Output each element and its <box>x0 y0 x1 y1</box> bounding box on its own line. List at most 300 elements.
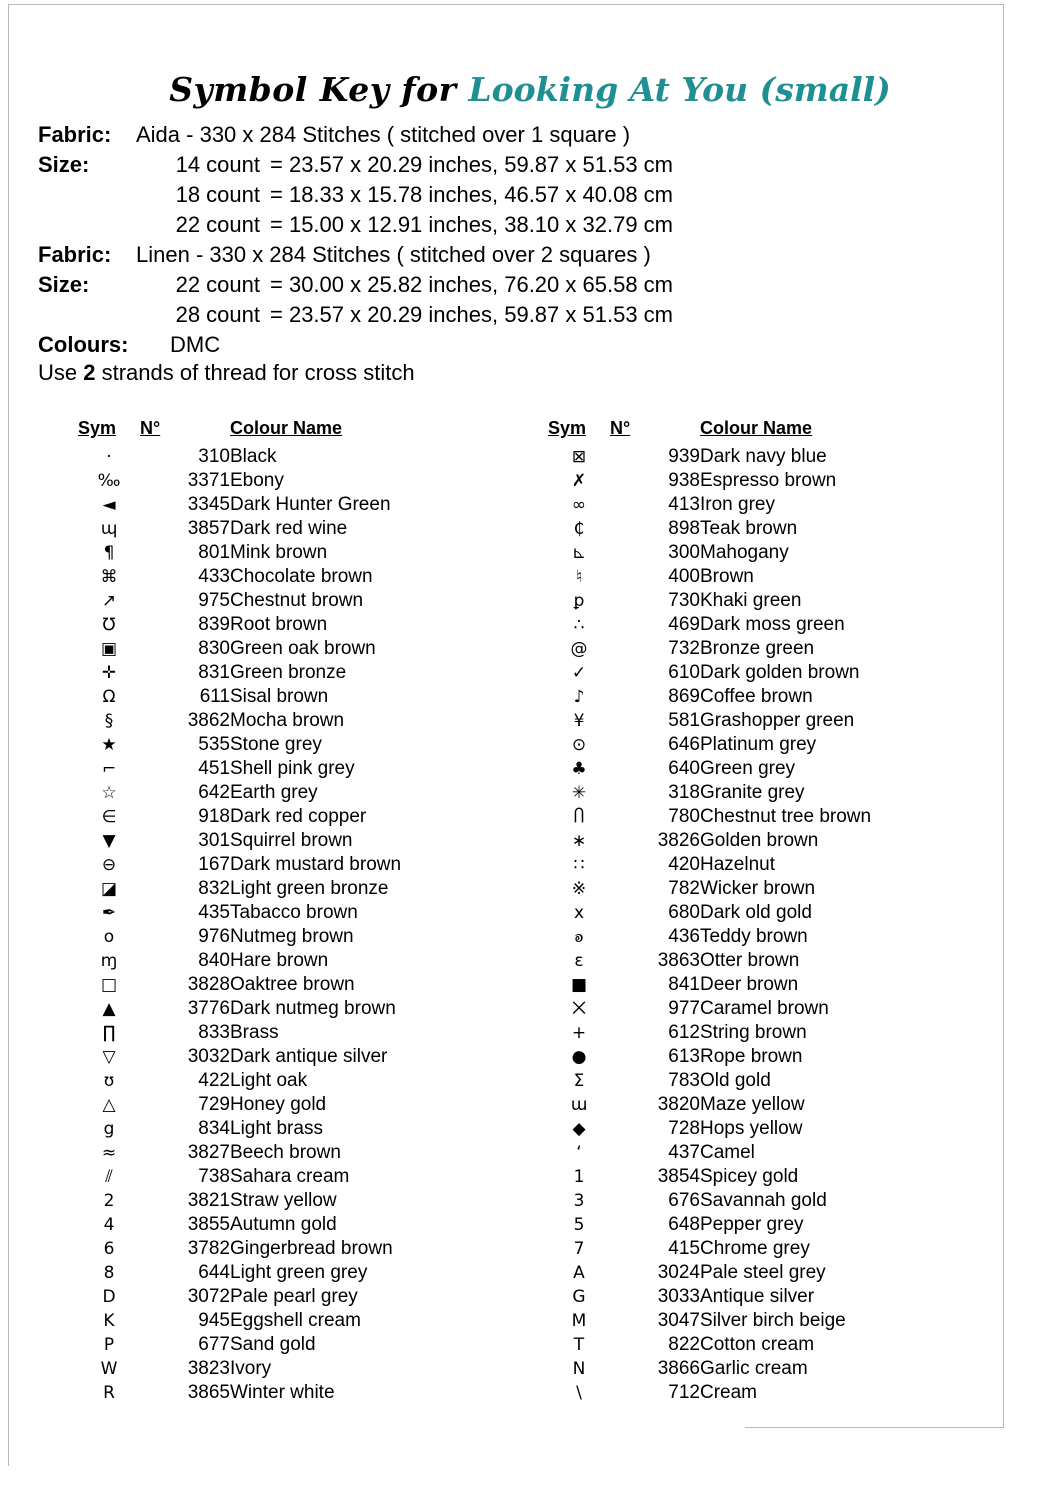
cell-symbol: ⌘ <box>100 567 118 587</box>
table-row <box>548 853 871 877</box>
cell-symbol: ∈ <box>101 807 117 827</box>
table-row <box>78 1333 401 1357</box>
table-row <box>78 541 401 565</box>
cell-dmc-number: 422 <box>198 1070 230 1091</box>
table-row <box>78 1357 401 1381</box>
cell-colour-name: Dark nutmeg brown <box>230 998 396 1019</box>
table-row <box>548 901 871 925</box>
cell-dmc-number: 581 <box>668 710 700 731</box>
table-row <box>548 1165 871 1189</box>
cell-colour-name: Brass <box>230 1022 279 1043</box>
cell-dmc-number: 822 <box>668 1334 700 1355</box>
cell-dmc-number: 831 <box>198 662 230 683</box>
cell-dmc-number: 3865 <box>187 1382 230 1403</box>
cell-colour-name: Mocha brown <box>230 710 345 731</box>
cell-dmc-number: 610 <box>668 662 700 683</box>
table-header-row <box>548 418 871 445</box>
table-row <box>78 925 401 949</box>
table-header-row <box>78 418 401 445</box>
cell-symbol: \ <box>576 1383 582 1403</box>
cell-symbol: ※ <box>571 879 587 899</box>
cell-symbol: ▼ <box>102 831 116 851</box>
cell-colour-name: Dark antique silver <box>230 1046 388 1067</box>
table-row <box>548 805 871 829</box>
table-row <box>548 829 871 853</box>
table-row <box>548 877 871 901</box>
table-row <box>78 1261 401 1285</box>
cell-dmc-number: 975 <box>198 590 230 611</box>
cell-dmc-number: 3827 <box>187 1142 230 1163</box>
colours-value: DMC <box>170 332 221 357</box>
table-row <box>548 733 871 757</box>
cell-dmc-number: 783 <box>668 1070 700 1091</box>
size-aida-row-1 <box>38 150 998 180</box>
table-row <box>548 1333 871 1357</box>
cell-dmc-number: 730 <box>668 590 700 611</box>
fabric-linen-label: Fabric: <box>38 242 112 267</box>
table-row <box>78 1069 401 1093</box>
header-sym-left: Sym <box>78 418 117 438</box>
cell-dmc-number: 939 <box>668 446 700 467</box>
cell-colour-name: Dark old gold <box>700 902 812 923</box>
size-linen-row-1 <box>38 270 998 300</box>
cell-symbol: ◄ <box>102 495 116 515</box>
cell-symbol: 5 <box>573 1215 585 1235</box>
size-linen-count-1: 22 count <box>175 272 260 297</box>
cell-symbol: 1 <box>573 1167 585 1187</box>
cell-symbol: 3 <box>573 1191 585 1211</box>
header-num-left: N° <box>140 418 161 438</box>
table-row <box>78 1165 401 1189</box>
cell-colour-name: Rope brown <box>700 1046 803 1067</box>
cell-dmc-number: 3345 <box>187 494 230 515</box>
cell-dmc-number: 732 <box>668 638 700 659</box>
cell-colour-name: Stone grey <box>230 734 322 755</box>
cell-dmc-number: 3821 <box>187 1190 230 1211</box>
cell-colour-name: Brown <box>700 566 754 587</box>
cell-symbol: ∞ <box>571 495 587 515</box>
table-row <box>548 1045 871 1069</box>
cell-dmc-number: 839 <box>198 614 230 635</box>
cell-colour-name: Chestnut brown <box>230 590 364 611</box>
cell-colour-name: String brown <box>700 1022 807 1043</box>
table-row <box>548 949 871 973</box>
cell-colour-name: Beech brown <box>230 1142 341 1163</box>
cell-symbol: ¶ <box>103 543 115 563</box>
table-row <box>548 1213 871 1237</box>
table-row <box>548 709 871 733</box>
size-aida-value-1: = 23.57 x 20.29 inches, 59.87 x 51.53 cm <box>270 152 673 177</box>
page-border-right <box>1003 4 1004 1428</box>
cell-symbol: △ <box>102 1095 116 1115</box>
page-border-bottom <box>745 1427 1004 1428</box>
cell-symbol: ◆ <box>572 1119 586 1139</box>
cell-symbol: ⊠ <box>571 447 587 467</box>
cell-symbol: ↗ <box>101 591 117 611</box>
cell-colour-name: Squirrel brown <box>230 830 353 851</box>
symbol-column-left <box>78 418 548 1405</box>
table-body-right <box>548 445 871 1405</box>
cell-symbol: Ⴖ <box>573 807 585 827</box>
cell-dmc-number: 3863 <box>657 950 700 971</box>
cell-symbol: ⫽ <box>105 1167 113 1187</box>
cell-colour-name: Autumn gold <box>230 1214 337 1235</box>
table-row <box>548 637 871 661</box>
table-row <box>78 1213 401 1237</box>
cell-dmc-number: 400 <box>668 566 700 587</box>
cell-colour-name: Pale steel grey <box>700 1262 826 1283</box>
cell-symbol: ⌐ <box>101 759 117 779</box>
cell-colour-name: Green grey <box>700 758 796 779</box>
title-design-name: Looking At You (small) <box>468 70 891 109</box>
table-row <box>78 1021 401 1045</box>
cell-colour-name: Light green grey <box>230 1262 368 1283</box>
cell-symbol: ▣ <box>100 639 118 659</box>
cell-symbol: х <box>573 903 585 923</box>
cell-symbol: ₵ <box>573 519 585 539</box>
cell-dmc-number: 728 <box>668 1118 700 1139</box>
cell-dmc-number: 3072 <box>187 1286 230 1307</box>
fabric-info-block <box>38 120 998 360</box>
cell-colour-name: Straw yellow <box>230 1190 337 1211</box>
table-row <box>548 661 871 685</box>
cell-colour-name: Chocolate brown <box>230 566 373 587</box>
cell-colour-name: Camel <box>700 1142 755 1163</box>
table-row <box>548 493 871 517</box>
cell-dmc-number: 3033 <box>657 1286 700 1307</box>
cell-symbol: Ω <box>102 687 116 707</box>
table-row <box>78 757 401 781</box>
cell-colour-name: Golden brown <box>700 830 819 851</box>
cell-symbol: ʊ <box>103 1071 115 1091</box>
cell-symbol: ɰ <box>100 519 118 539</box>
cell-colour-name: Chrome grey <box>700 1238 810 1259</box>
cell-colour-name: Sand gold <box>230 1334 316 1355</box>
cell-symbol: G <box>572 1287 586 1307</box>
table-row <box>78 517 401 541</box>
table-row <box>78 877 401 901</box>
cell-dmc-number: 167 <box>198 854 230 875</box>
table-row <box>78 565 401 589</box>
cell-colour-name: Cotton cream <box>700 1334 815 1355</box>
cell-symbol: ■ <box>570 975 588 995</box>
cell-symbol: ⊖ <box>101 855 117 875</box>
cell-symbol: ¥ <box>573 711 585 731</box>
cell-symbol: ℧ <box>102 615 116 635</box>
cell-symbol: o <box>103 927 115 947</box>
cell-colour-name: Shell pink grey <box>230 758 355 779</box>
cell-dmc-number: 3854 <box>657 1166 700 1187</box>
cell-dmc-number: 833 <box>198 1022 230 1043</box>
title-prefix: Symbol Key for <box>169 70 457 109</box>
table-row <box>78 1093 401 1117</box>
cell-dmc-number: 945 <box>198 1310 230 1331</box>
cell-symbol: ✒ <box>101 903 117 923</box>
table-body-left <box>78 445 401 1405</box>
table-row <box>548 1381 871 1405</box>
table-row <box>548 1069 871 1093</box>
cell-symbol: + <box>571 1023 587 1043</box>
cell-colour-name: Eggshell cream <box>230 1310 361 1331</box>
cell-dmc-number: 451 <box>198 758 230 779</box>
cell-colour-name: Hazelnut <box>700 854 775 875</box>
table-row <box>78 1045 401 1069</box>
table-row <box>78 1117 401 1141</box>
cell-colour-name: Dark moss green <box>700 614 845 635</box>
cell-symbol: ꝑ <box>573 591 585 611</box>
cell-symbol: T <box>573 1335 585 1355</box>
cell-colour-name: Hare brown <box>230 950 329 971</box>
cell-symbol: ⊾ <box>571 543 587 563</box>
cell-colour-name: Caramel brown <box>700 998 829 1019</box>
cell-symbol: ∏ <box>102 1023 116 1043</box>
cell-colour-name: Old gold <box>700 1070 771 1091</box>
page-title <box>0 70 1060 109</box>
size-aida-row-2 <box>38 180 998 210</box>
cell-dmc-number: 437 <box>668 1142 700 1163</box>
cell-colour-name: Black <box>230 446 277 467</box>
cell-colour-name: Khaki green <box>700 590 802 611</box>
cell-symbol: 6 <box>103 1239 115 1259</box>
cell-dmc-number: 3855 <box>187 1214 230 1235</box>
cell-symbol: D <box>102 1287 116 1307</box>
cell-symbol: ꭷ <box>574 927 584 947</box>
header-num-right: N° <box>610 418 631 438</box>
table-row <box>548 565 871 589</box>
cell-colour-name: Garlic cream <box>700 1358 808 1379</box>
size-aida-count-1: 14 count <box>175 152 260 177</box>
size-aida-value-2: = 18.33 x 15.78 inches, 46.57 x 40.08 cm <box>270 182 673 207</box>
table-row <box>78 973 401 997</box>
cell-colour-name: Cream <box>700 1382 758 1403</box>
table-row <box>548 469 871 493</box>
table-row <box>548 1117 871 1141</box>
colours-label: Colours: <box>38 332 129 357</box>
size-aida-count-2: 18 count <box>175 182 260 207</box>
cell-symbol: § <box>104 711 114 731</box>
cell-symbol: ✓ <box>571 663 587 683</box>
table-row <box>548 1237 871 1261</box>
table-row <box>548 445 871 469</box>
table-row <box>548 589 871 613</box>
cell-symbol: W <box>100 1359 118 1379</box>
size-linen-label: Size: <box>38 272 90 297</box>
symbol-key-table <box>78 418 998 1405</box>
table-row <box>78 613 401 637</box>
table-row <box>548 613 871 637</box>
fabric-linen-value: Linen - 330 x 284 Stitches ( stitched over 2 squares ) <box>136 242 651 267</box>
header-name-left: Colour Name <box>230 418 343 438</box>
size-aida-count-3: 22 count <box>175 212 260 237</box>
table-row <box>78 997 401 1021</box>
cell-dmc-number: 977 <box>668 998 700 1019</box>
size-linen-count-2: 28 count <box>175 302 260 327</box>
cell-colour-name: Ivory <box>230 1358 272 1379</box>
cell-dmc-number: 3826 <box>657 830 700 851</box>
cell-colour-name: Dark red copper <box>230 806 367 827</box>
cell-dmc-number: 413 <box>668 494 700 515</box>
cell-dmc-number: 640 <box>668 758 700 779</box>
cell-symbol: ɱ <box>100 951 118 971</box>
cell-colour-name: Antique silver <box>700 1286 815 1307</box>
cell-dmc-number: 840 <box>198 950 230 971</box>
cell-dmc-number: 642 <box>198 782 230 803</box>
table-row <box>548 517 871 541</box>
cell-symbol: ● <box>571 1047 587 1067</box>
strands-note-post: strands of thread for cross stitch <box>95 360 415 385</box>
cell-dmc-number: 676 <box>668 1190 700 1211</box>
table-row <box>548 1261 871 1285</box>
cell-dmc-number: 782 <box>668 878 700 899</box>
cell-colour-name: Deer brown <box>700 974 799 995</box>
size-linen-value-1: = 30.00 x 25.82 inches, 76.20 x 65.58 cm <box>270 272 673 297</box>
cell-colour-name: Oaktree brown <box>230 974 355 995</box>
cell-dmc-number: 677 <box>198 1334 230 1355</box>
cell-symbol: ʻ <box>576 1143 582 1163</box>
table-row <box>548 1189 871 1213</box>
cell-dmc-number: 420 <box>668 854 700 875</box>
cell-symbol: M <box>571 1311 587 1331</box>
table-row <box>78 1285 401 1309</box>
table-row <box>78 685 401 709</box>
page-border-left <box>8 4 9 1466</box>
cell-symbol: ⨉ <box>572 999 586 1019</box>
cell-colour-name: Ebony <box>230 470 284 491</box>
cell-symbol: R <box>103 1383 115 1403</box>
cell-symbol: ∷ <box>573 855 585 875</box>
cell-dmc-number: 832 <box>198 878 230 899</box>
cell-colour-name: Green bronze <box>230 662 347 683</box>
colours-row <box>38 330 998 360</box>
table-row <box>78 1381 401 1405</box>
cell-dmc-number: 3032 <box>187 1046 230 1067</box>
table-row <box>78 1237 401 1261</box>
table-row <box>78 781 401 805</box>
cell-colour-name: Pale pearl grey <box>230 1286 358 1307</box>
table-row <box>548 925 871 949</box>
cell-dmc-number: 436 <box>668 926 700 947</box>
table-row <box>548 1285 871 1309</box>
cell-colour-name: Sisal brown <box>230 686 329 707</box>
cell-dmc-number: 841 <box>668 974 700 995</box>
cell-symbol: ♣ <box>571 759 587 779</box>
cell-colour-name: Otter brown <box>700 950 800 971</box>
cell-colour-name: Chestnut tree brown <box>700 806 872 827</box>
cell-dmc-number: 3823 <box>187 1358 230 1379</box>
cell-colour-name: Winter white <box>230 1382 335 1403</box>
cell-symbol: 4 <box>103 1215 115 1235</box>
cell-colour-name: Dark navy blue <box>700 446 827 467</box>
cell-colour-name: Light green bronze <box>230 878 389 899</box>
cell-dmc-number: 3047 <box>657 1310 700 1331</box>
table-row <box>78 901 401 925</box>
cell-symbol: ▽ <box>102 1047 116 1067</box>
fabric-linen-row <box>38 240 998 270</box>
cell-colour-name: Dark Hunter Green <box>230 494 391 515</box>
table-row <box>548 685 871 709</box>
cell-symbol: □ <box>100 975 118 995</box>
cell-colour-name: Dark golden brown <box>700 662 860 683</box>
table-row <box>78 829 401 853</box>
cell-dmc-number: 3828 <box>187 974 230 995</box>
cell-symbol: ≈ <box>101 1143 117 1163</box>
cell-symbol: K <box>103 1311 115 1331</box>
table-row <box>548 997 871 1021</box>
cell-symbol: Σ <box>573 1071 585 1091</box>
cell-dmc-number: 611 <box>199 686 230 707</box>
cell-dmc-number: 612 <box>668 1022 700 1043</box>
table-row <box>548 1357 871 1381</box>
table-row <box>548 541 871 565</box>
cell-symbol: ▲ <box>102 999 116 1019</box>
cell-dmc-number: 898 <box>668 518 700 539</box>
cell-dmc-number: 3820 <box>657 1094 700 1115</box>
cell-colour-name: Hops yellow <box>700 1118 803 1139</box>
cell-symbol: ◪ <box>100 879 118 899</box>
cell-colour-name: Dark red wine <box>230 518 348 539</box>
cell-colour-name: Wicker brown <box>700 878 816 899</box>
symbol-column-right <box>548 418 998 1405</box>
cell-colour-name: Pepper grey <box>700 1214 804 1235</box>
table-row <box>78 949 401 973</box>
cell-symbol: 7 <box>573 1239 585 1259</box>
cell-dmc-number: 801 <box>198 542 230 563</box>
cell-dmc-number: 680 <box>668 902 700 923</box>
strands-note <box>38 360 415 386</box>
strands-note-pre: Use <box>38 360 84 385</box>
cell-colour-name: Granite grey <box>700 782 805 803</box>
table-row <box>548 1021 871 1045</box>
cell-dmc-number: 433 <box>198 566 230 587</box>
cell-dmc-number: 869 <box>668 686 700 707</box>
strands-count: 2 <box>83 360 96 385</box>
cell-dmc-number: 3024 <box>657 1262 700 1283</box>
cell-symbol: ɛ <box>574 951 584 971</box>
table-row <box>548 757 871 781</box>
cell-symbol: A <box>573 1263 585 1283</box>
cell-colour-name: Coffee brown <box>700 686 813 707</box>
cell-colour-name: Grashopper green <box>700 710 855 731</box>
cell-dmc-number: 729 <box>198 1094 230 1115</box>
cell-symbol: ∴ <box>573 615 585 635</box>
cell-colour-name: Bronze green <box>700 638 815 659</box>
cell-dmc-number: 738 <box>198 1166 230 1187</box>
cell-symbol: ♪ <box>573 687 585 707</box>
size-aida-row-3 <box>38 210 998 240</box>
size-aida-value-3: = 15.00 x 12.91 inches, 38.10 x 32.79 cm <box>270 212 673 237</box>
fabric-aida-label: Fabric: <box>38 122 112 147</box>
cell-colour-name: Silver birch beige <box>700 1310 846 1331</box>
cell-dmc-number: 780 <box>668 806 700 827</box>
cell-dmc-number: 644 <box>198 1262 230 1283</box>
fabric-aida-row <box>38 120 998 150</box>
cell-symbol: ‰ <box>97 471 121 491</box>
cell-symbol: ☆ <box>101 783 117 803</box>
cell-colour-name: Root brown <box>230 614 328 635</box>
cell-symbol: ∗ <box>571 831 587 851</box>
table-row <box>78 493 401 517</box>
table-row <box>78 1141 401 1165</box>
header-name-right: Colour Name <box>700 418 813 438</box>
cell-dmc-number: 310 <box>198 446 230 467</box>
cell-symbol: ✛ <box>101 663 117 683</box>
cell-dmc-number: 535 <box>198 734 230 755</box>
cell-colour-name: Honey gold <box>230 1094 327 1115</box>
cell-colour-name: Mahogany <box>700 542 789 563</box>
cell-colour-name: Savannah gold <box>700 1190 827 1211</box>
table-row <box>78 637 401 661</box>
page-border-top <box>8 4 1004 5</box>
